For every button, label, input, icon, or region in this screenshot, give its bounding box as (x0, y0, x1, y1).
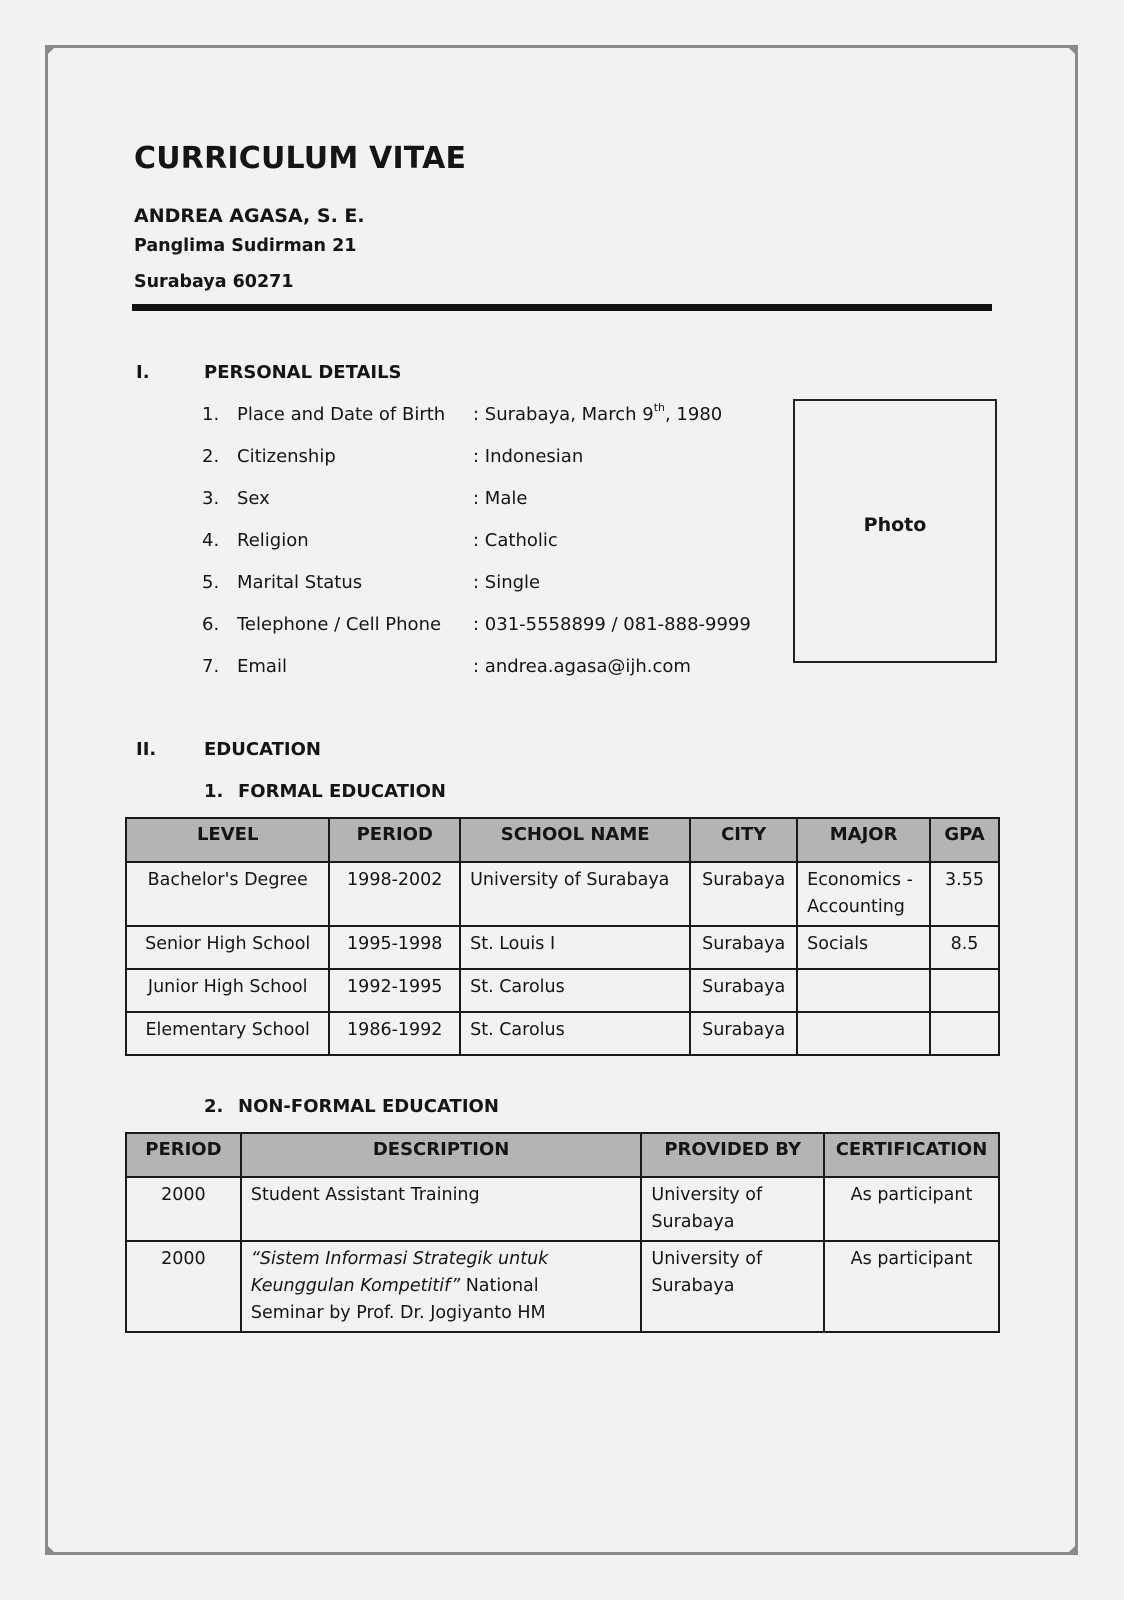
photo-label: Photo (863, 514, 927, 536)
detail-row-email (202, 656, 762, 682)
table-header-row (126, 1133, 999, 1177)
cell-school: St. Carolus (460, 969, 690, 1012)
subsection-number-nonformal: 2. (204, 1096, 224, 1117)
cell-description: Student Assistant Training (241, 1177, 642, 1241)
detail-row-religion (202, 530, 762, 556)
detail-label: Sex (237, 488, 270, 509)
cell-provider: University of Surabaya (641, 1241, 824, 1332)
applicant-name: ANDREA AGASA, S. E. (134, 205, 365, 227)
cell-level: Bachelor's Degree (126, 862, 329, 926)
cell-gpa (930, 969, 999, 1012)
detail-value: : Single (473, 572, 541, 593)
table-row (126, 1177, 999, 1241)
cell-major (797, 969, 930, 1012)
detail-row-sex (202, 488, 762, 514)
cell-gpa (930, 1012, 999, 1055)
column-header: GPA (930, 818, 999, 862)
detail-number: 2. (202, 446, 220, 467)
address-line-2: Surabaya 60271 (134, 272, 294, 292)
corner-ornament (1067, 1544, 1077, 1554)
address-line-1: Panglima Sudirman 21 (134, 236, 357, 256)
column-header: LEVEL (126, 818, 329, 862)
column-header: SCHOOL NAME (460, 818, 690, 862)
detail-number: 6. (202, 614, 220, 635)
cell-period: 1992-1995 (329, 969, 460, 1012)
cell-major: Economics - Accounting (797, 862, 930, 926)
detail-number: 4. (202, 530, 220, 551)
detail-value: : Male (473, 488, 528, 509)
column-header: DESCRIPTION (241, 1133, 642, 1177)
cell-city: Surabaya (690, 1012, 797, 1055)
formal-education-table (125, 817, 1000, 1056)
table-header-row (126, 818, 999, 862)
cell-certification: As participant (824, 1241, 999, 1332)
detail-row-phone (202, 614, 762, 640)
cell-period: 2000 (126, 1177, 241, 1241)
column-header: CITY (690, 818, 797, 862)
cell-provider: University of Surabaya (641, 1177, 824, 1241)
detail-label: Citizenship (237, 446, 336, 467)
table-row (126, 969, 999, 1012)
cell-period: 1998-2002 (329, 862, 460, 926)
cell-city: Surabaya (690, 862, 797, 926)
column-header: MAJOR (797, 818, 930, 862)
cell-level: Junior High School (126, 969, 329, 1012)
corner-ornament (46, 46, 56, 56)
cell-school: University of Surabaya (460, 862, 690, 926)
detail-value: : Surabaya, March 9th, 1980 (473, 401, 723, 425)
detail-label: Marital Status (237, 572, 363, 593)
cell-city: Surabaya (690, 926, 797, 969)
corner-ornament (1067, 46, 1077, 56)
cell-level: Elementary School (126, 1012, 329, 1055)
detail-label: Telephone / Cell Phone (237, 614, 442, 635)
column-header: PERIOD (329, 818, 460, 862)
cell-school: St. Louis I (460, 926, 690, 969)
cell-certification: As participant (824, 1177, 999, 1241)
subsection-title-formal: FORMAL EDUCATION (238, 781, 446, 802)
cell-period: 1986-1992 (329, 1012, 460, 1055)
cell-period: 2000 (126, 1241, 241, 1332)
cell-gpa: 8.5 (930, 926, 999, 969)
detail-value: : Catholic (473, 530, 558, 551)
detail-label: Email (237, 656, 287, 677)
corner-ornament (46, 1544, 56, 1554)
cell-city: Surabaya (690, 969, 797, 1012)
section-number-education: II. (136, 739, 157, 760)
cell-major: Socials (797, 926, 930, 969)
column-header: CERTIFICATION (824, 1133, 999, 1177)
table-row (126, 1012, 999, 1055)
detail-number: 3. (202, 488, 220, 509)
ordinal-suffix: th (653, 401, 665, 414)
detail-row-birth (202, 401, 762, 430)
section-title-education: EDUCATION (204, 739, 321, 760)
detail-label: Religion (237, 530, 309, 551)
cell-gpa: 3.55 (930, 862, 999, 926)
document-title: CURRICULUM VITAE (134, 141, 467, 176)
detail-value: : 031-5558899 / 081-888-9999 (473, 614, 751, 635)
detail-value: : andrea.agasa@ijh.com (473, 656, 691, 677)
cell-period: 1995-1998 (329, 926, 460, 969)
detail-number: 7. (202, 656, 220, 677)
table-row (126, 862, 999, 926)
cell-major (797, 1012, 930, 1055)
detail-label: Place and Date of Birth (237, 404, 446, 425)
column-header: PROVIDED BY (641, 1133, 824, 1177)
detail-row-citizenship (202, 446, 762, 472)
detail-row-marital-status (202, 572, 762, 598)
header-divider (132, 304, 992, 311)
subsection-number-formal: 1. (204, 781, 224, 802)
photo-placeholder (793, 399, 997, 663)
detail-value: : Indonesian (473, 446, 584, 467)
section-title-personal: PERSONAL DETAILS (204, 362, 402, 383)
nonformal-education-table (125, 1132, 1000, 1333)
cell-level: Senior High School (126, 926, 329, 969)
column-header: PERIOD (126, 1133, 241, 1177)
subsection-title-nonformal: NON-FORMAL EDUCATION (238, 1096, 499, 1117)
table-row (126, 1241, 999, 1332)
section-number-personal: I. (136, 362, 150, 383)
cell-school: St. Carolus (460, 1012, 690, 1055)
detail-number: 5. (202, 572, 220, 593)
cell-description: “Sistem Informasi Strategik untuk Keunggulan Kompetitif” National Seminar by Prof. Dr. Jogiyanto HM (241, 1241, 642, 1332)
detail-number: 1. (202, 404, 220, 425)
table-row (126, 926, 999, 969)
